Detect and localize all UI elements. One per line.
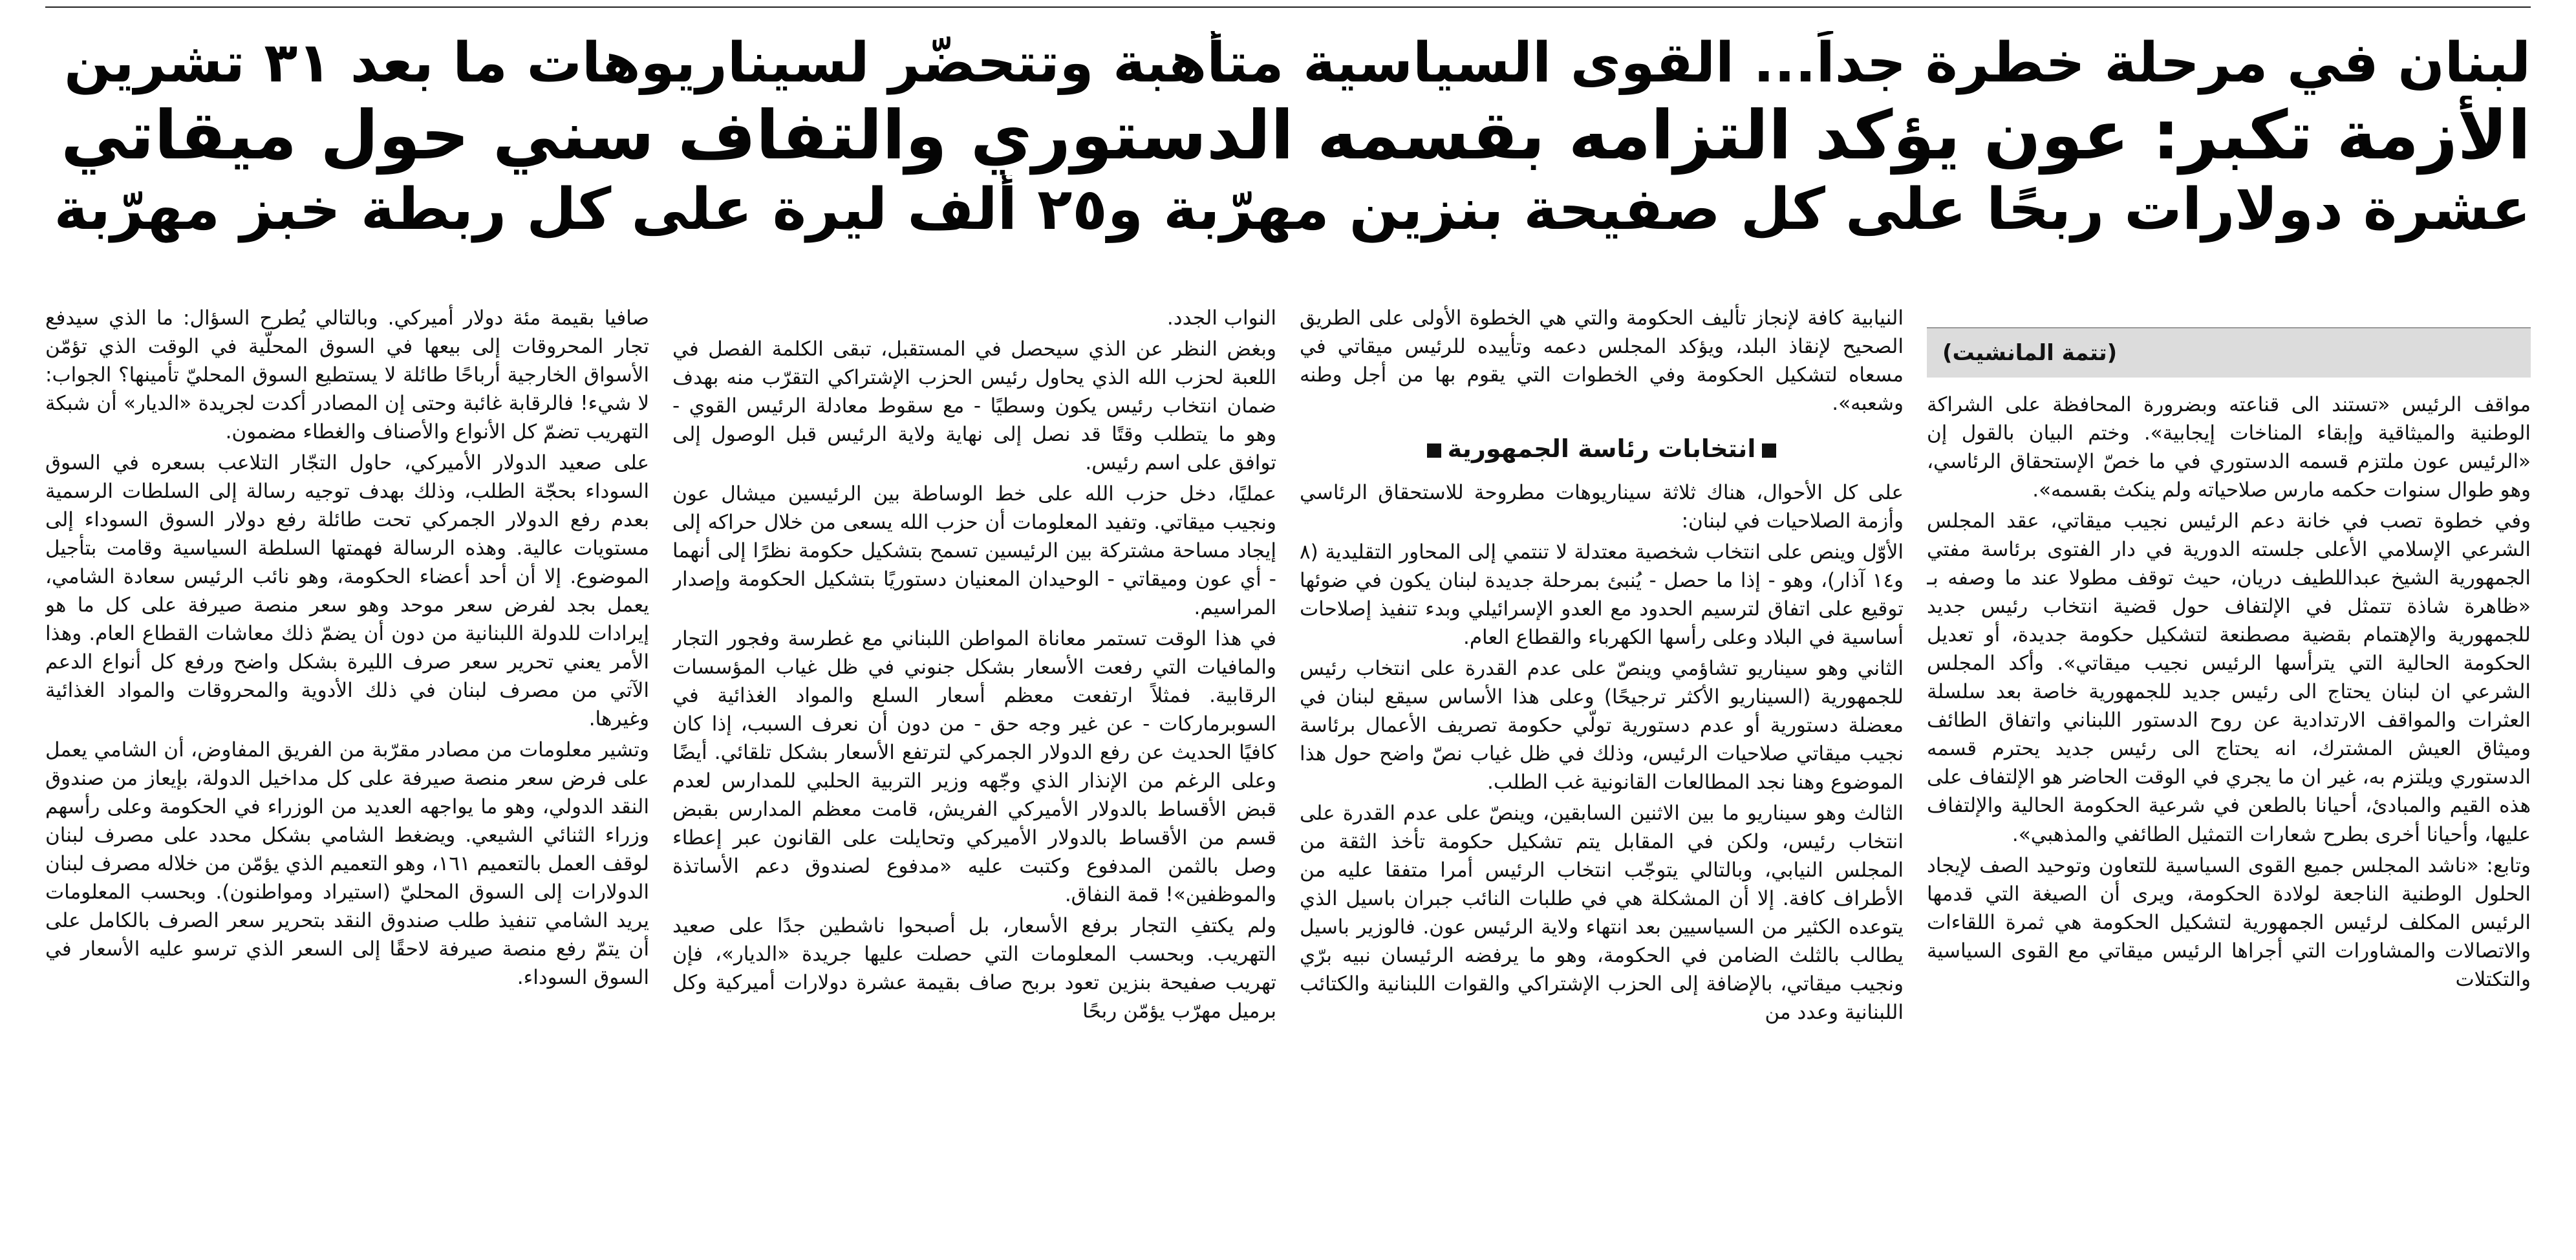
paragraph: على كل الأحوال، هناك ثلاثة سيناريوهات مطروحة للاستحقاق الرئاسي وأزمة الصلاحيات في لبنان: — [1300, 481, 1904, 533]
paragraph: في هذا الوقت تستمر معاناة المواطن اللبناني مع غطرسة وفجور التجار والمافيات التي رفعت الأسعار بشكل جنوني في ظل غياب المؤسسات الرقابية. فمثلاً ارتفعت معظم أسعار السلع والمواد الغذائية في السوبرماركات - عن غير وجه حق - من دون أن نعرف السبب، إذا كان كافيًا الحديث عن رفع الدولار الجمركي لترتفع الأسعار بشكل تلقائي. أيضًا وعلى الرغم من الإنذار الذي وجّهه وزير التربية الحلبي للمدارس لعدم قبض الأقساط بالدولار الأميركي الفريش، قامت معظم المدارس بقبض قسم من الأقساط بالدولار الأميركي وتحايلت على القانون عبر إعطاء وصل بالثمن المدفوع وكتبت عليه «مدفوع لصندوق دعم الأساتذة والموظفين»! قمة النفاق. — [672, 627, 1276, 907]
paragraph: الأوّل وينص على انتخاب شخصية معتدلة لا تنتمي إلى المحاور التقليدية (٨ و١٤ آذار)، وهو - إذا ما حصل - يُنبئ بمرحلة جديدة لبنان يكون في ضوئها توقيع على اتفاق لترسيم الحدود مع العدو الإسرائيلي وبدء تنفيذ إصلاحات أساسية في البلاد وعلى رأسها الكهرباء والقطاع العام. — [1300, 540, 1904, 650]
paragraph: وبغض النظر عن الذي سيحصل في المستقبل، تبقى الكلمة الفصل في اللعبة لحزب الله الذي يحاول رئيس الحزب الإشتراكي التقرّب منه بهدف ضمان انتخاب رئيس يكون وسطيًا - مع سقوط معادلة الرئيس القوي - وهو ما يتطلب وقتًا قد نصل إلى نهاية ولاية الرئيس قبل الوصول إلى توافق على اسم رئيس. — [672, 337, 1276, 475]
article-column-4 — [45, 304, 649, 1254]
headline-3: عشرة دولارات ربحًا على كل صفيحة بنزين مهرّبة و٢٥ ألف ليرة على كل ربطة خبز مهرّبة — [54, 175, 2531, 243]
paragraph: وتابع: «ناشد المجلس جميع القوى السياسية للتعاون وتوحيد الصف لإيجاد الحلول الوطنية الناجعة لولادة الحكومة، ويرى أن الصيغة التي قدمها الرئيس المكلف لرئيس الجمهورية لتشكيل الحكومة هي ثمرة اللقاءات والاتصالات والمشاورات التي أجراها الرئيس ميقاتي مع القوى السياسية والتكتلات — [1927, 853, 2531, 991]
square-bullet-icon — [1762, 443, 1776, 458]
section-subhead — [1300, 432, 1904, 467]
square-bullet-icon — [1427, 443, 1441, 458]
paragraph: النيابية كافة لإنجاز تأليف الحكومة والتي هي الخطوة الأولى على الطريق الصحيح لإنقاذ البلد، ويؤكد المجلس دعمه وتأييده للرئيس ميقاتي في مسعاه لتشكيل الحكومة وفي الخطوات التي يقوم بها من أجل وطنه وشعبه». — [1300, 306, 1904, 416]
continuation-label — [1927, 327, 2531, 378]
headline-2: الأزمة تكبر: عون يؤكد التزامه بقسمه الدستوري والتفاف سني حول ميقاتي — [61, 96, 2531, 175]
paragraph: ولم يكتفِ التجار برفع الأسعار، بل أصبحوا ناشطين جدًا على صعيد التهريب. وبحسب المعلومات التي حصلت عليها جريدة «الديار»، فإن تهريب صفيحة بنزين تعود بربح صاف بقيمة عشرة دولارات أميركية وكل برميل مهرّب يؤمّن ربحًا — [672, 914, 1276, 1023]
paragraph: وفي خطوة تصب في خانة دعم الرئيس نجيب ميقاتي، عقد المجلس الشرعي الإسلامي الأعلى جلسته الدورية في دار الفتوى برئاسة مفتي الجمهورية الشيخ عبداللطيف دريان، حيث توقف مطولا عند ما وصفه بـ «ظاهرة شاذة تتمثل في الإلتفاف حول قضية انتخاب رئيس جديد للجمهورية والإهتمام بقضية مصطنعة لتشكيل حكومة جديدة، أو تعديل الحكومة الحالية التي يترأسها الرئيس نجيب ميقاتي». وأكد المجلس الشرعي ان لبنان يحتاج الى رئيس جديد للجمهورية خاصة بعد سلسلة العثرات والمواقف الارتدادية عن روح الدستور اللبناني واتفاق الطائف وميثاق العيش المشترك، انه يحتاج الى رئيس جديد يحترم قسمه الدستوري ويلتزم به، غير ان ما يجري في الوقت الحاضر هو الإلتفاف على هذه القيم والمبادئ، أحيانا بالطعن في شرعية الحكومة الحالية والإلتفاف عليها، وأحيانا أخرى بطرح شعارات التمثيل الطائفي والمذهبي». — [1927, 509, 2531, 846]
paragraph: الثالث وهو سيناريو ما بين الاثنين السابقين، وينصّ على عدم القدرة على انتخاب رئيس، ولكن في المقابل يتم تشكيل حكومة تأخذ الثقة من المجلس النيابي، وبالتالي يتوجّب انتخاب الرئيس أمرا متفقا عليه من الأطراف كافة. إلا أن المشكلة هي في طلبات النائب جبران باسيل الذي يتوعده الكثير من السياسيين بعد انتهاء ولاية الرئيس عون. فالوزير باسيل يطالب بالثلث الضامن في الحكومة، وهو ما يرفضه الرئيسان نبيه برّي ونجيب ميقاتي، بالإضافة إلى الحزب الإشتراكي والقوات اللبنانية والكتائب اللبنانية وعدد من — [1300, 802, 1904, 1025]
continuation-label-text: (تتمة المانشيت) — [1942, 340, 2118, 366]
article-column-3 — [672, 304, 1276, 1254]
article-column-2 — [1300, 304, 1904, 1254]
top-rule — [45, 6, 2531, 8]
article-columns — [45, 304, 2531, 1254]
section-subhead-text: انتخابات رئاسة الجمهورية — [1447, 434, 1756, 464]
paragraph: على صعيد الدولار الأميركي، حاول التجّار التلاعب بسعره في السوق السوداء بحجّة الطلب، وذلك بهدف توجيه رسالة إلى السلطات الرسمية بعدم رفع الدولار الجمركي تحت طائلة رفع دولار السوق السوداء إلى مستويات عالية. وهذه الرسالة فهمتها السلطة السياسية وقامت بتأجيل الموضوع. إلا أن أحد أعضاء الحكومة، وهو نائب الرئيس سعادة الشامي، يعمل بجد لفرض سعر موحد وهو سعر منصة صيرفة على كل ما هو إيرادات للدولة اللبنانية من دون أن يضمّ ذلك معاشات القطاع العام. وهذا الأمر يعني تحرير سعر صرف الليرة بشكل واضح ورفع كل أنواع الدعم الآتي من مصرف لبنان في ذلك الأدوية والمحروقات والمواد الغذائية وغيرها. — [45, 451, 649, 731]
article-column-1 — [1927, 304, 2531, 1254]
paragraph: صافيا بقيمة مئة دولار أميركي. وبالتالي يُطرح السؤال: ما الذي سيدفع تجار المحروقات إلى بيعها في السوق المحلّية في الوقت الذي تؤمّن الأسواق الخارجية أرباحًا طائلة لا يستطيع السوق المحليّ تأمينها؟ الجواب: لا شيء! فالرقابة غائبة وحتى إن المصادر أكدت لجريدة «الديار» أن شبكة التهريب تضمّ كل الأنواع والأصناف والغطاء مضمون. — [45, 306, 649, 444]
paragraph: مواقف الرئيس «تستند الى قناعته وبضرورة المحافظة على الشراكة الوطنية والميثاقية وإبقاء المناخات إيجابية». وختم البيان بالقول إن «الرئيس عون ملتزم قسمه الدستوري في ما خصّ الإستحقاق الرئاسي، وهو طوال سنوات حكمه مارس صلاحياته ولم ينكث بقسمه». — [1927, 393, 2531, 502]
headline-block — [45, 31, 2531, 243]
headline-1: لبنان في مرحلة خطرة جداً... القوى السياسية متأهبة وتتحضّر لسيناريوهات ما بعد ٣١ تشرين — [64, 31, 2531, 95]
paragraph: وتشير معلومات من مصادر مقرّبة من الفريق المفاوض، أن الشامي يعمل على فرض سعر منصة صيرفة على كل مداخيل الدولة، بإيعاز من صندوق النقد الدولي، وهو ما يواجهه العديد من الوزراء في الحكومة وعلى رأسهم وزراء الثنائي الشيعي. ويضغط الشامي بشكل محدد على مصرف لبنان لوقف العمل بالتعميم ١٦١، وهو التعميم الذي يؤمّن من خلاله مصرف لبنان الدولارات إلى السوق المحليّ (استيراد ومواطنون). وبحسب المعلومات يريد الشامي تنفيذ طلب صندوق النقد بتحرير سعر الصرف بالكامل على أن يتمّ رفع منصة صيرفة لاحقًا إلى السعر الذي ترسو عليه الأسعار في السوق السوداء. — [45, 738, 649, 990]
paragraph: الثاني وهو سيناريو تشاؤمي وينصّ على عدم القدرة على انتخاب رئيس للجمهورية (السيناريو الأكثر ترجيحًا) وعلى هذا الأساس سيقع لبنان في معضلة دستورية أو عدم دستورية تولّي حكومة تصريف الأعمال برئاسة نجيب ميقاتي صلاحيات الرئيس، وذلك في ظل غياب نصّ واضح حول هذا الموضوع وهنا نجد المطالعات القانونية غب الطلب. — [1300, 657, 1904, 795]
paragraph: النواب الجدد. — [1166, 306, 1276, 330]
paragraph: عمليًا، دخل حزب الله على خط الوساطة بين الرئيسين ميشال عون ونجيب ميقاتي. وتفيد المعلومات أن حزب الله يسعى من خلال حراكه إلى إيجاد مساحة مشتركة بين الرئيسين تسمح بتشكيل حكومة نظرًا إلى أنهما - أي عون وميقاتي - الوحيدان المعنيان دستوريًا بتشكيل الحكومة وإصدار المراسيم. — [672, 482, 1276, 620]
